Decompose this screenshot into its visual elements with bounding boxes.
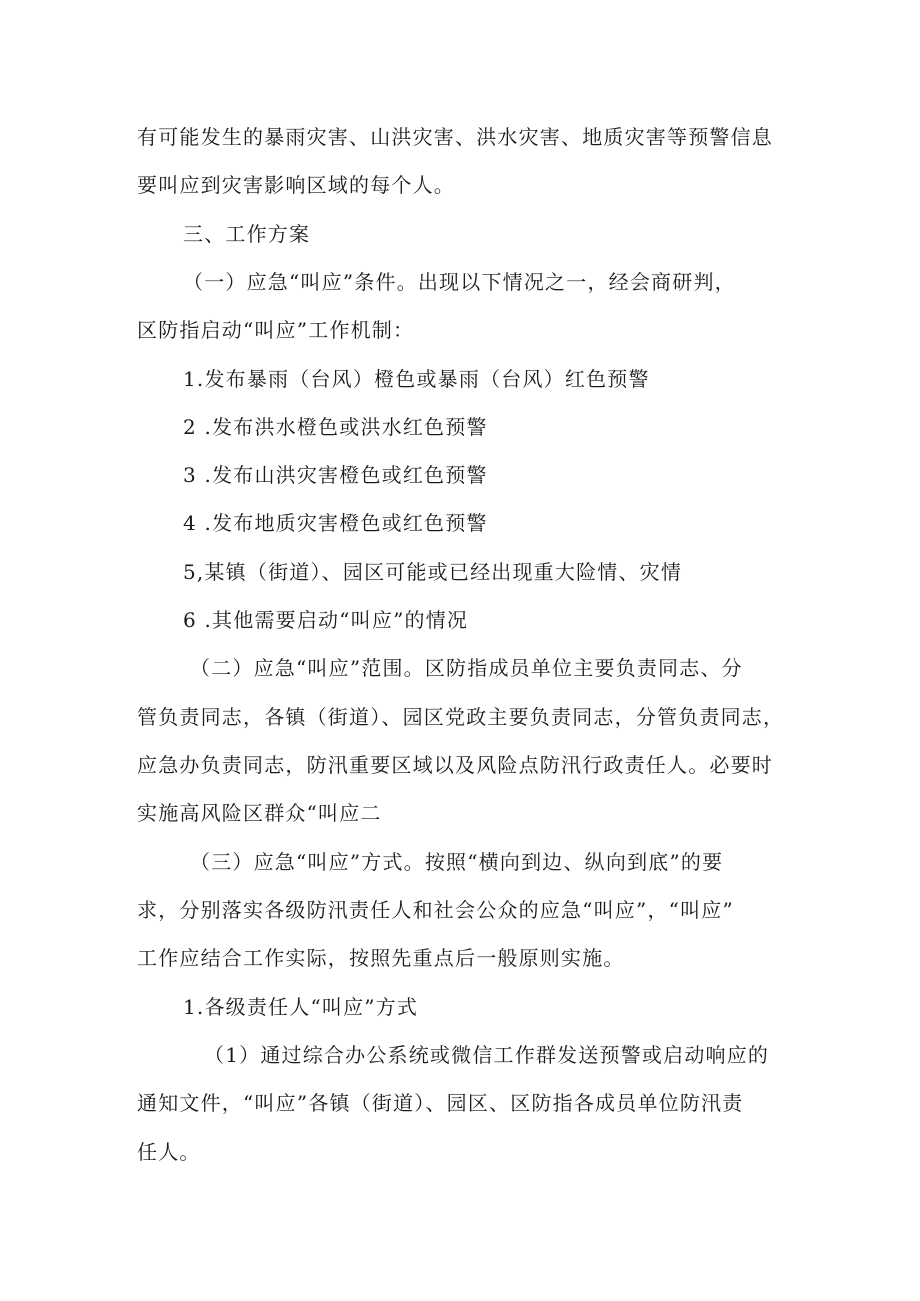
text-line: （二）应急“叫应”范围。区防指成员单位主要负责同志、分 bbox=[190, 656, 743, 680]
text-line: 工作应结合工作实际，按照先重点后一般原则实施。 bbox=[137, 946, 625, 970]
text-line: 求，分别落实各级防汛责任人和社会公众的应急“叫应”，“叫应” bbox=[137, 898, 734, 922]
text-line: 任人。 bbox=[137, 1140, 201, 1164]
text-line: 要叫应到灾害影响区域的每个人。 bbox=[137, 173, 455, 197]
section-heading: 三、工作方案 bbox=[183, 222, 311, 246]
list-item: 3 .发布山洪灾害橙色或红色预警 bbox=[183, 463, 488, 487]
text-line: 通知文件，“叫应”各镇（街道）、园区、区防指各成员单位防汛责 bbox=[137, 1091, 744, 1115]
list-item: 1.发布暴雨（台风）橙色或暴雨（台风）红色预警 bbox=[183, 367, 650, 391]
text-line: （一）应急“叫应”条件。出现以下情况之一，经会商研判， bbox=[183, 270, 736, 294]
list-item: 1.各级责任人“叫应”方式 bbox=[183, 995, 419, 1019]
list-item: 5,某镇（街道）、园区可能或已经出现重大险情、灾情 bbox=[183, 560, 683, 584]
text-line: （三）应急“叫应”方式。按照“横向到边、纵向到底”的要 bbox=[190, 850, 724, 874]
text-line: 实施高风险区群众“叫应二 bbox=[137, 801, 382, 825]
text-line: （1）通过综合办公系统或微信工作群发送预警或启动响应的 bbox=[204, 1043, 770, 1067]
list-item: 6 .其他需要启动“叫应”的情况 bbox=[183, 608, 469, 632]
text-line: 有可能发生的暴雨灾害、山洪灾害、洪水灾害、地质灾害等预警信息 bbox=[137, 125, 773, 149]
text-line: 区防指启动“叫应”工作机制： bbox=[137, 318, 415, 342]
text-line: 应急办负责同志，防汛重要区域以及风险点防汛行政责任人。必要时 bbox=[137, 753, 773, 777]
list-item: 4 .发布地质灾害橙色或红色预警 bbox=[183, 511, 488, 535]
list-item: 2 .发布洪水橙色或洪水红色预警 bbox=[183, 415, 488, 439]
text-line: 管负责同志，各镇（街道）、园区党政主要负责同志，分管负责同志， bbox=[137, 705, 785, 729]
